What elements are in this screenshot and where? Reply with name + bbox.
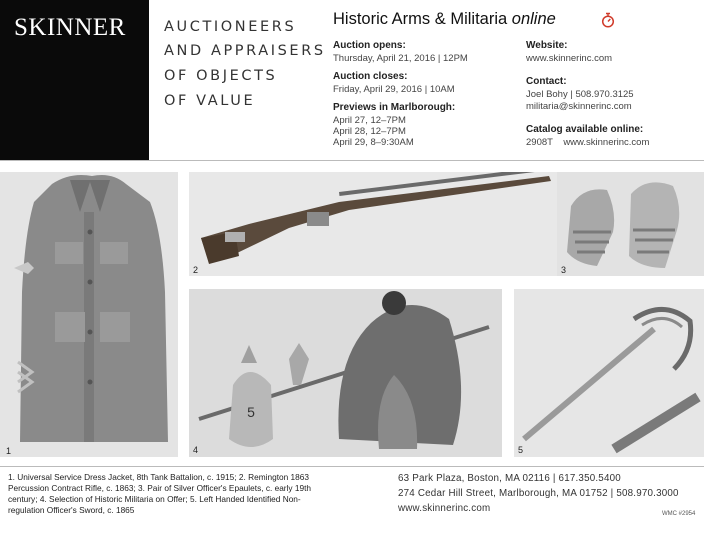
sale-title-main: Historic Arms & Militaria: [333, 10, 508, 28]
caption-line-1: 1. Universal Service Dress Jacket, 8th Tank Battalion, c. 1915; 2. Remington 1863: [8, 472, 309, 482]
opens-label: Auction opens:: [333, 40, 406, 51]
photo-militaria-selection: [189, 289, 502, 457]
website-label: Website:: [526, 40, 568, 51]
tagline-line-4: OF VALUE: [164, 93, 256, 109]
tagline-line-1: AUCTIONEERS: [164, 19, 297, 35]
stopwatch-icon: [601, 12, 615, 28]
caption-line-4: regulation Officer's Sword, c. 1865: [8, 505, 135, 515]
tagline-line-3: OF OBJECTS: [164, 68, 278, 84]
address-boston: 63 Park Plaza, Boston, MA 02116 | 617.350.5400: [398, 473, 621, 484]
skinner-logo: SKINNER: [14, 14, 126, 41]
contact-label: Contact:: [526, 76, 567, 87]
photo-number-5: 5: [518, 445, 524, 455]
tagline-line-2: AND APPRAISERS: [164, 43, 326, 59]
header-divider: [0, 160, 704, 161]
photo-number-1: 1: [6, 446, 12, 456]
website-link[interactable]: www.skinnerinc.com: [526, 53, 613, 64]
address-marlborough: 274 Cedar Hill Street, Marlborough, MA 01752 | 508.970.3000: [398, 488, 679, 499]
photo-number-2: 2: [193, 265, 199, 275]
photo-jacket: [0, 172, 178, 457]
footer-divider: [0, 466, 704, 467]
ad-code: WMC #2954: [662, 511, 696, 517]
catalog-label: Catalog available online:: [526, 124, 644, 135]
photo-epaulets: [557, 172, 704, 276]
footer-website[interactable]: www.skinnerinc.com: [398, 503, 491, 514]
contact-name-phone: Joel Bohy | 508.970.3125: [526, 89, 634, 100]
previews-label: Previews in Marlborough:: [333, 102, 456, 113]
closes-value: Friday, April 29, 2016 | 10AM: [333, 84, 455, 95]
gorget-plate-number: 5: [247, 404, 255, 420]
photo-number-4: 4: [193, 445, 199, 455]
preview-day-2: April 28, 12–7PM: [333, 126, 406, 137]
caption-line-3: century; 4. Selection of Historic Militaria on Offer; 5. Left Handed Identified Non-: [8, 494, 301, 504]
photo-rifle: [189, 172, 573, 276]
preview-day-3: April 29, 8–9:30AM: [333, 137, 414, 148]
sale-title-online: online: [511, 10, 556, 28]
caption-line-2: Percussion Contract Rifle, c. 1863; 3. Pair of Silver Officer's Epaulets, c. early 19th: [8, 483, 312, 493]
photo-number-3: 3: [561, 265, 567, 275]
sale-title: [333, 10, 556, 29]
preview-day-1: April 27, 12–7PM: [333, 115, 406, 126]
opens-value: Thursday, April 21, 2016 | 12PM: [333, 53, 468, 64]
closes-label: Auction closes:: [333, 71, 408, 82]
catalog-value[interactable]: 2908T www.skinnerinc.com: [526, 137, 650, 148]
photo-sword: [514, 289, 704, 457]
contact-email[interactable]: militaria@skinnerinc.com: [526, 101, 632, 112]
